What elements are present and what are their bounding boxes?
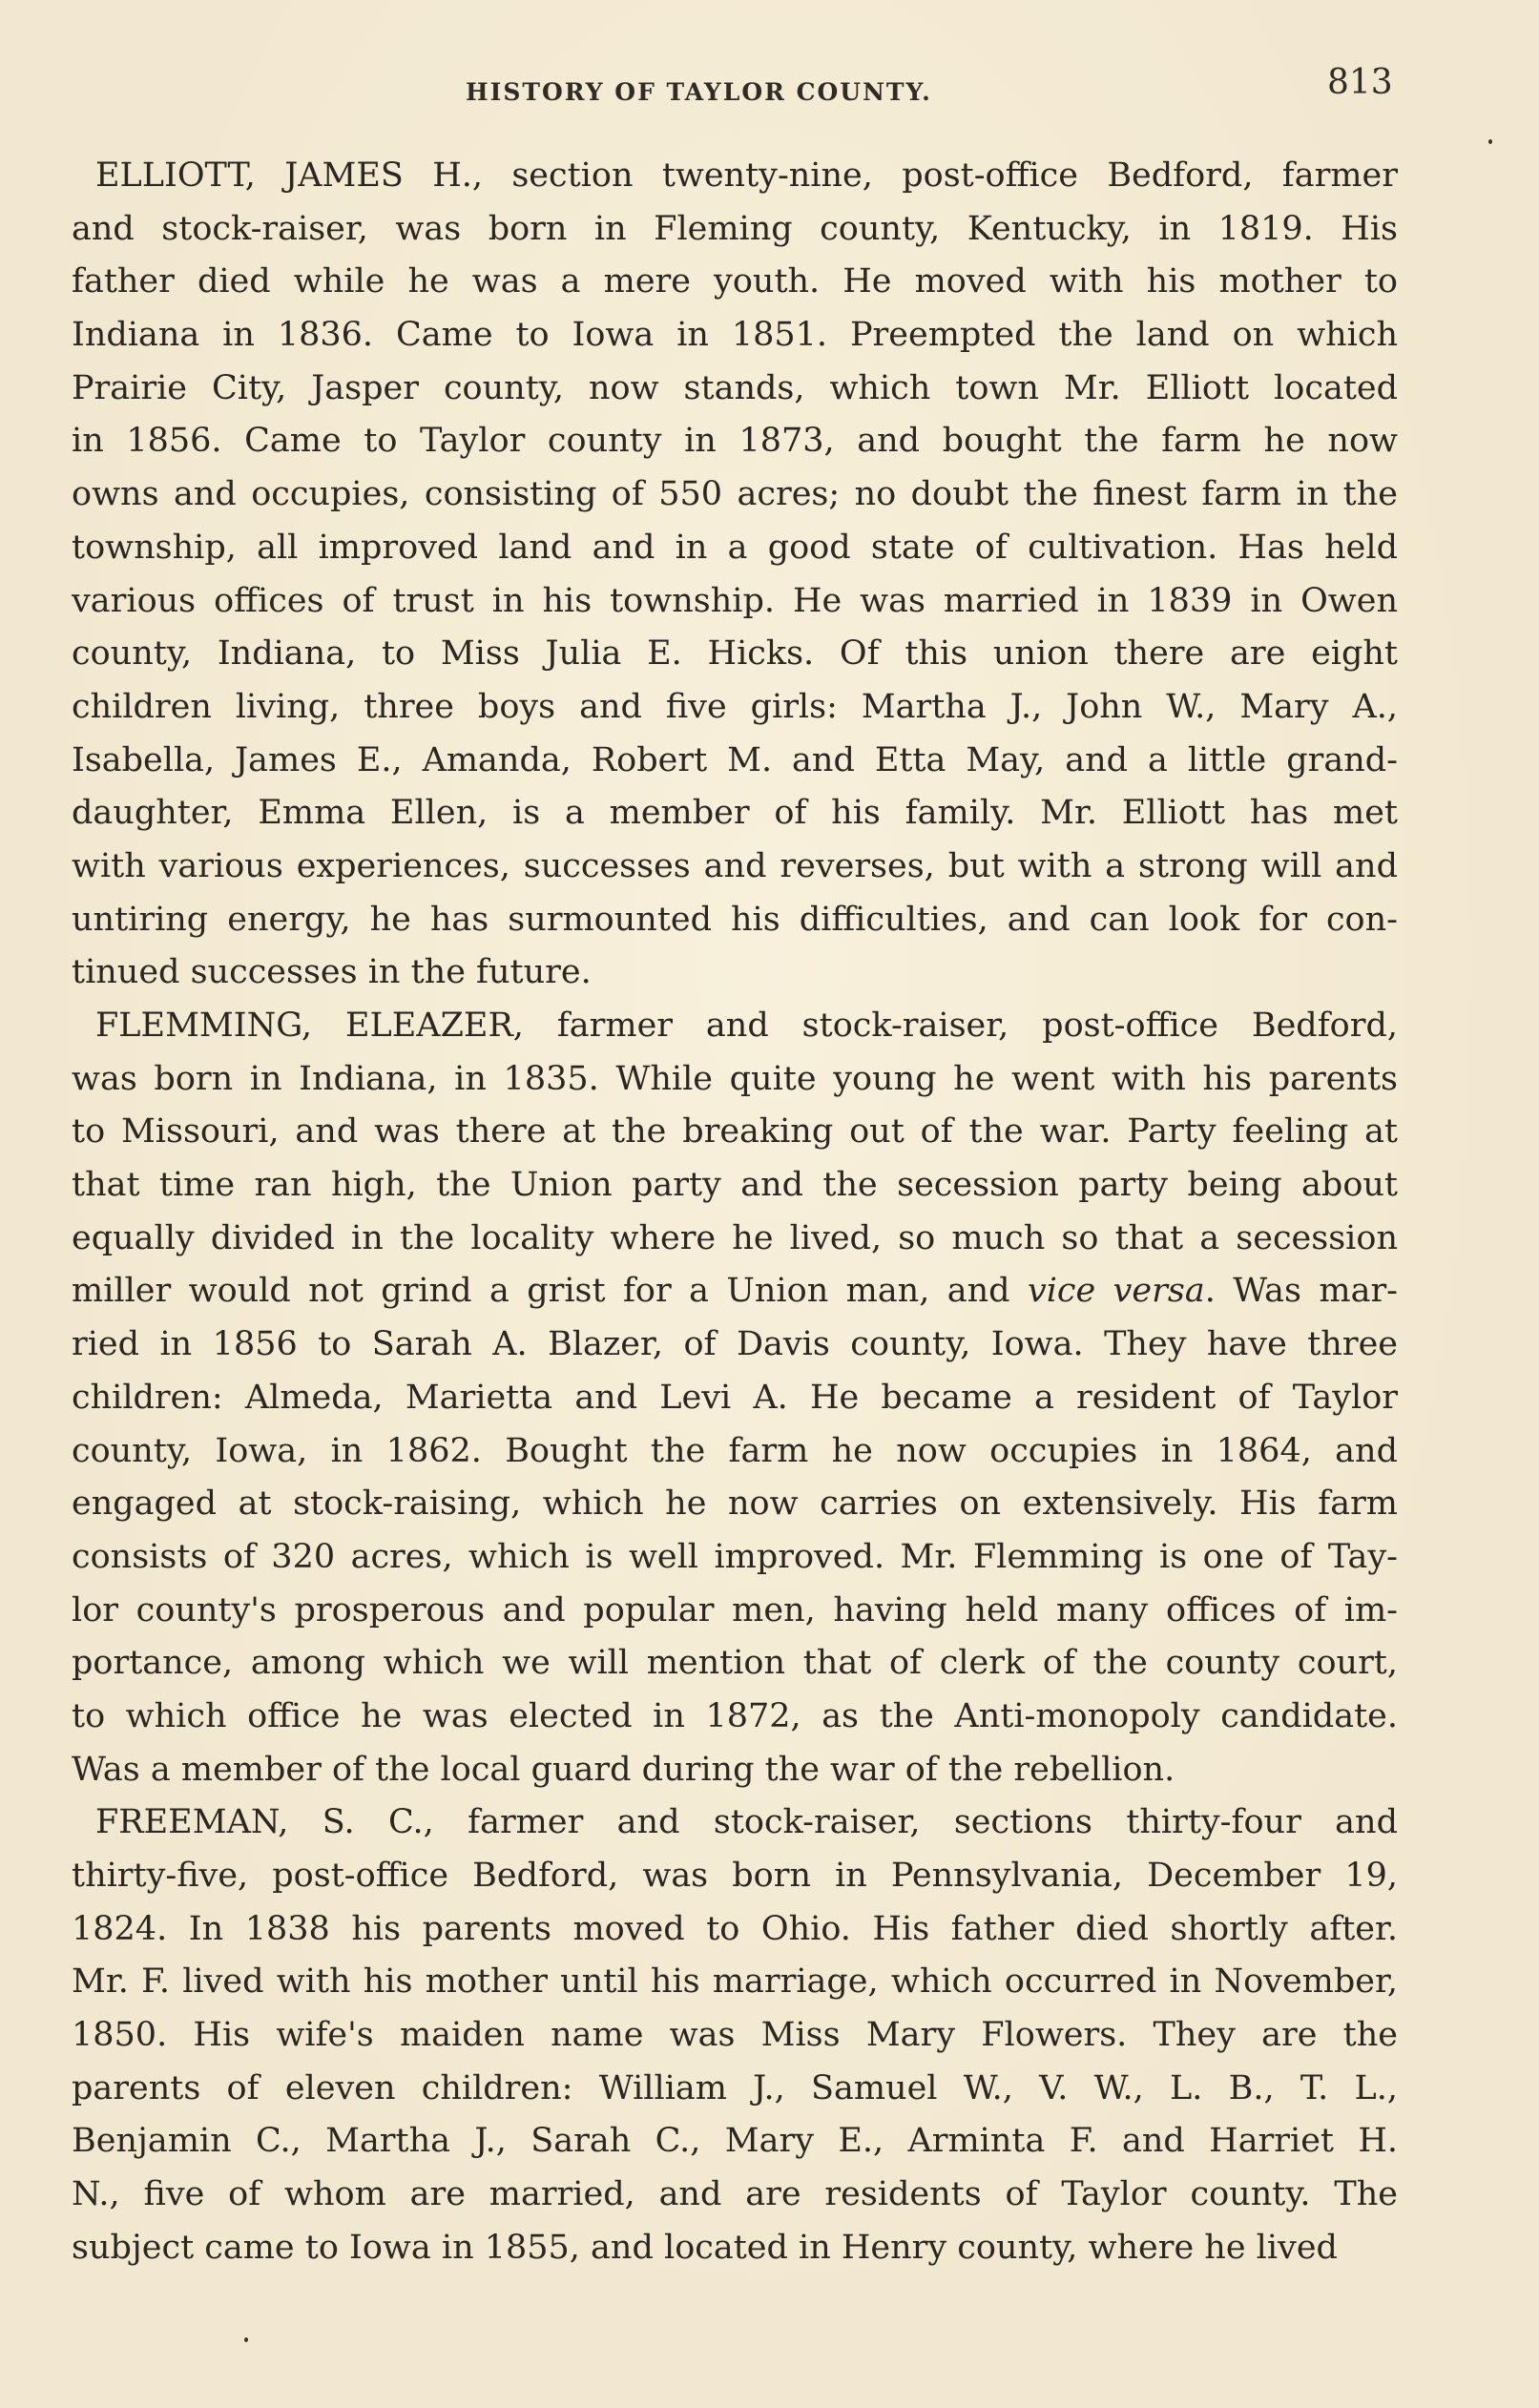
page-number: 813: [1327, 63, 1393, 102]
text-line: Prairie City, Jasper county, now stands, which town Mr. Elliott located: [72, 368, 1398, 407]
text-line: various offices of trust in his township. He was married in 1839 in Owen: [72, 581, 1398, 620]
text-line: county, Indiana, to Miss Julia E. Hicks. Of this union there are eight: [72, 634, 1398, 674]
body-text: [72, 150, 1398, 2275]
text-line: to which office he was elected in 1872, as the Anti-monopoly candidate.: [72, 1696, 1398, 1735]
italic-phrase: vice versa: [1027, 1272, 1205, 1311]
text-line: tinued successes in the future.: [72, 953, 592, 992]
print-speck: [1488, 139, 1492, 144]
text-line: owns and occupies, consisting of 550 acres; no doubt the finest farm in the: [72, 475, 1398, 514]
text-line: subject came to Iowa in 1855, and located in Henry county, where he lived: [72, 2228, 1338, 2267]
text-line: children: Almeda, Marietta and Levi A. He became a resident of Taylor: [72, 1378, 1398, 1417]
text-line: Isabella, James E., Amanda, Robert M. and Etta May, and a little grand-: [72, 740, 1398, 779]
print-speck: [244, 2337, 248, 2342]
text-line: children living, three boys and five girls: Martha J., John W., Mary A.,: [72, 687, 1398, 726]
text-line: Mr. F. lived with his mother until his marriage, which occurred in November,: [72, 1962, 1398, 2002]
text-line: daughter, Emma Ellen, is a member of his family. Mr. Elliott has met: [72, 794, 1398, 833]
text-line: FREEMAN, S. C., farmer and stock-raiser, sections thirty-four and: [95, 1803, 1398, 1842]
text-line: father died while he was a mere youth. He moved with his mother to: [72, 262, 1398, 301]
text-line: with various experiences, successes and reverses, but with a strong will and: [72, 846, 1398, 885]
text-line: county, Iowa, in 1862. Bought the farm he now occupies in 1864, and: [72, 1431, 1398, 1470]
text-line: untiring energy, he has surmounted his difficulties, and can look for con-: [72, 900, 1398, 939]
text-line: Was a member of the local guard during the war of the rebellion.: [72, 1750, 1175, 1789]
text-line: thirty-five, post-office Bedford, was born in Pennsylvania, December 19,: [72, 1857, 1398, 1895]
text-line: that time ran high, the Union party and the secession party being about: [72, 1166, 1398, 1205]
text-line: was born in Indiana, in 1835. While quite young he went with his parents: [72, 1059, 1398, 1098]
text-line: Indiana in 1836. Came to Iowa in 1851. Preempted the land on which: [72, 316, 1398, 355]
text-line: equally divided in the locality where he lived, so much so that a secession: [72, 1218, 1398, 1257]
text-line: FLEMMING, ELEAZER, farmer and stock-raiser, post-office Bedford,: [95, 1007, 1398, 1045]
text-line: township, all improved land and in a good state of cultivation. Has held: [72, 528, 1398, 567]
text-line: consists of 320 acres, which is well improved. Mr. Flemming is one of Tay-: [72, 1537, 1398, 1576]
text-line: lor county's prosperous and popular men, having held many offices of im-: [72, 1590, 1398, 1630]
text-line: N., five of whom are married, and are residents of Taylor county. The: [72, 2175, 1398, 2214]
text-line: Benjamin C., Martha J., Sarah C., Mary E., Arminta F. and Harriet H.: [72, 2122, 1398, 2161]
running-head: HISTORY OF TAYLOR COUNTY.: [466, 78, 932, 106]
text-line: 1850. His wife's maiden name was Miss Mary Flowers. They are the: [72, 2016, 1398, 2055]
text-line: in 1856. Came to Taylor county in 1873, and bought the farm he now: [72, 422, 1398, 461]
text-line: to Missouri, and was there at the breaking out of the war. Party feeling at: [72, 1112, 1398, 1152]
text-line: portance, among which we will mention that of clerk of the county court,: [72, 1644, 1398, 1683]
text-line-with-italic: miller would not grind a grist for a Union man, and vice versa. Was mar-: [72, 1272, 1398, 1311]
text-line: ried in 1856 to Sarah A. Blazer, of Davis county, Iowa. They have three: [72, 1325, 1398, 1364]
text-line: ELLIOTT, JAMES H., section twenty-nine, post-office Bedford, farmer: [95, 156, 1398, 195]
text-line: and stock-raiser, was born in Fleming county, Kentucky, in 1819. His: [72, 209, 1398, 248]
text-line: 1824. In 1838 his parents moved to Ohio. His father died shortly after.: [72, 1909, 1398, 1948]
text-line: engaged at stock-raising, which he now carries on extensively. His farm: [72, 1484, 1398, 1524]
text-line: parents of eleven children: William J., Samuel W., V. W., L. B., T. L.,: [72, 2068, 1398, 2107]
